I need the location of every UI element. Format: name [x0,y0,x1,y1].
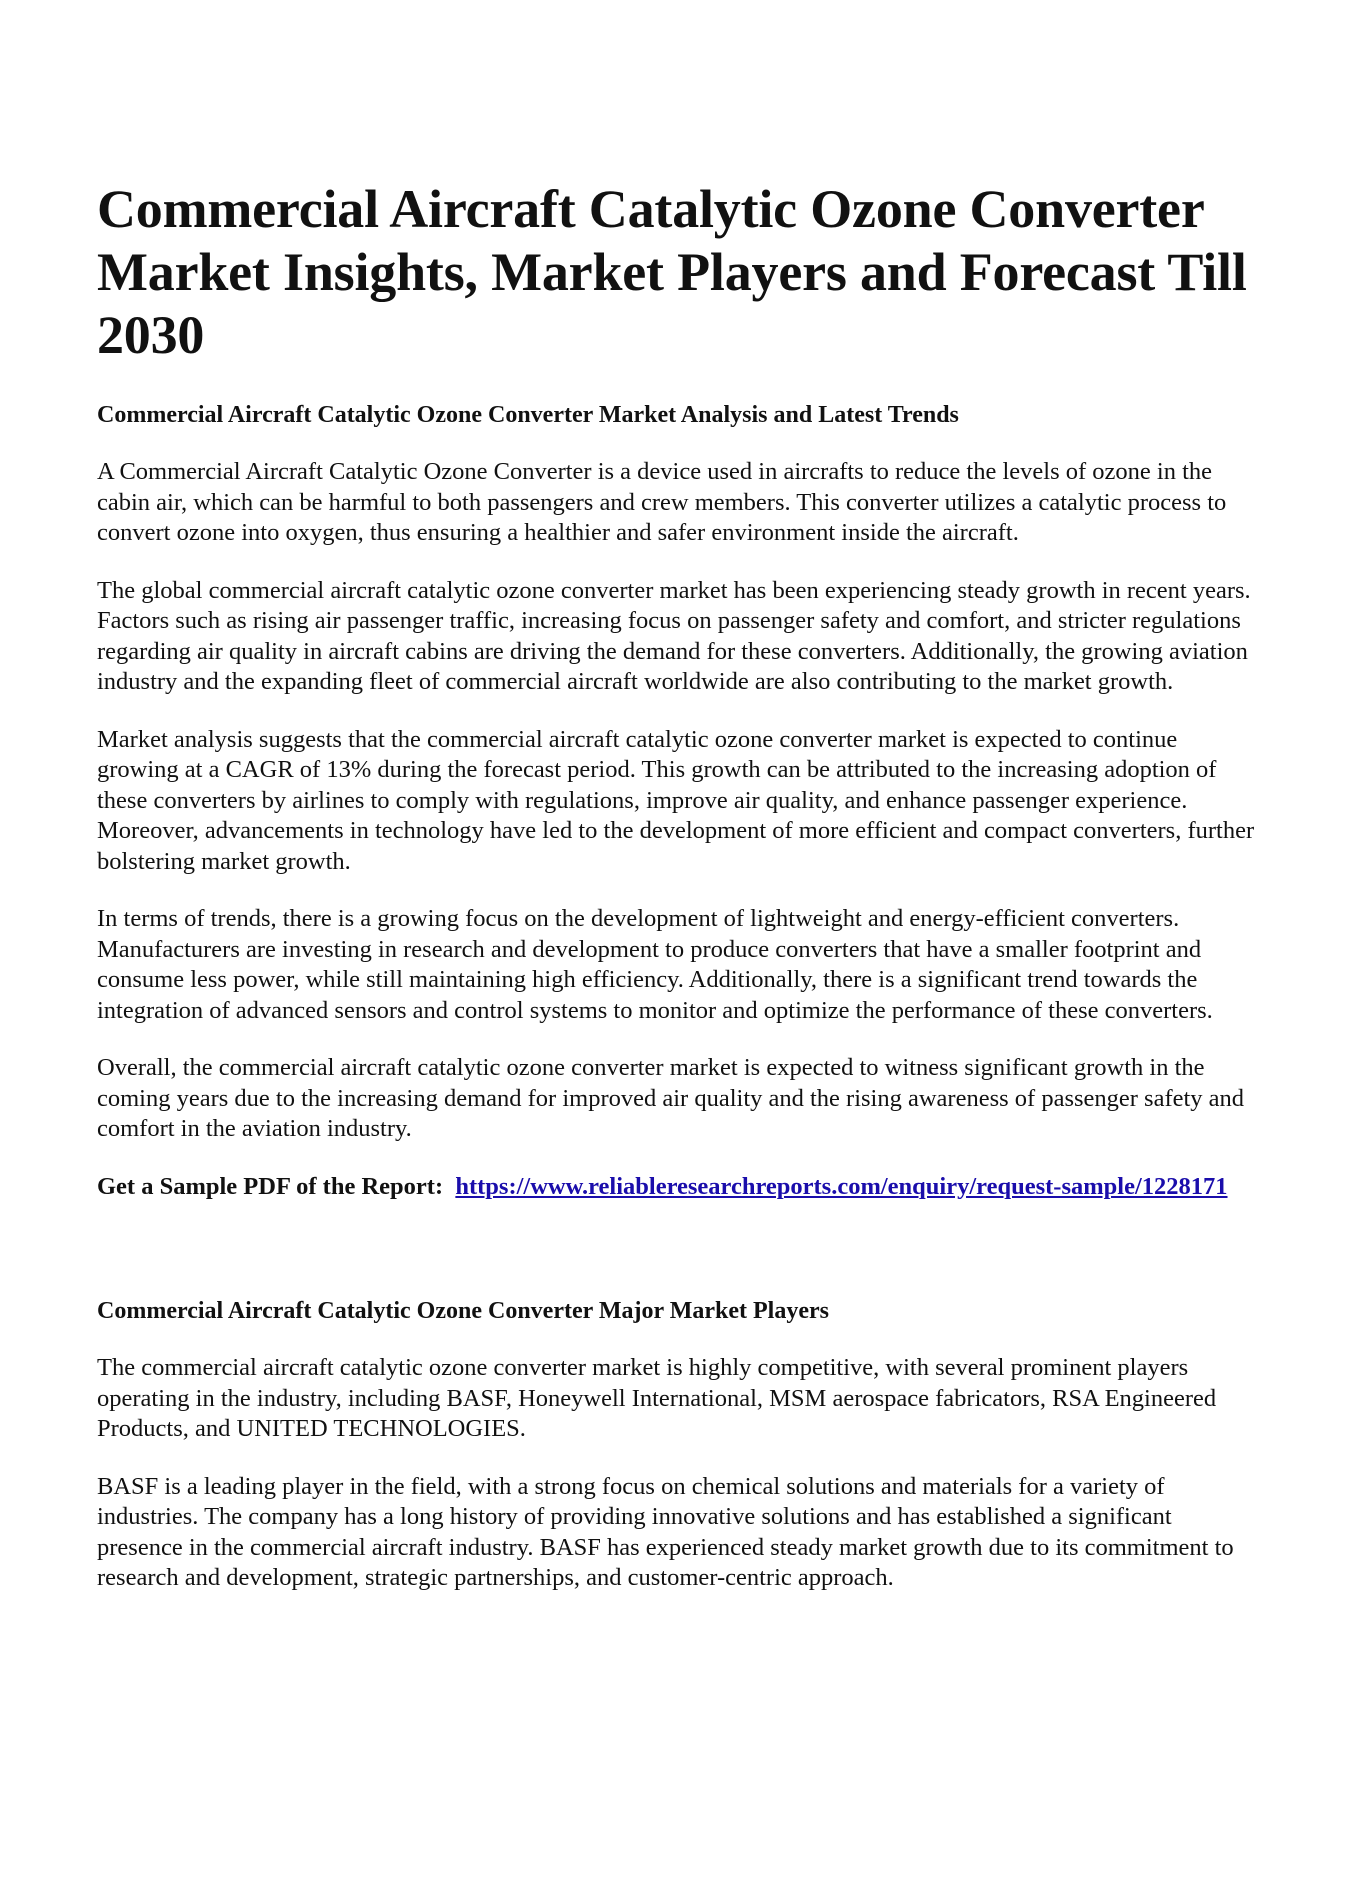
sample-pdf-line [97,1172,1262,1203]
section-heading-players: Commercial Aircraft Catalytic Ozone Converter Major Market Players [97,1298,829,1324]
paragraph: In terms of trends, there is a growing focus on the development of lightweight and energy-efficient converters. Manufacturers are investing in research and development to produce converters that have a smaller footprint and consume less power, while still maintaining high efficiency. Additionally, there is a significant trend towards the integration of advanced sensors and control systems to monitor and optimize the performance of these converters. [97,905,1213,1024]
paragraph: Market analysis suggests that the commercial aircraft catalytic ozone converter market is expected to continue growing at a CAGR of 13% during the forecast period. This growth can be attributed to the increasing adoption of these converters by airlines to comply with regulations, improve air quality, and enhance passenger experience. Moreover, advancements in technology have led to the development of more efficient and compact converters, further bolstering market growth. [97,725,1255,875]
section-heading-analysis: Commercial Aircraft Catalytic Ozone Converter Market Analysis and Latest Trends [97,402,959,428]
paragraph: The global commercial aircraft catalytic ozone converter market has been experiencing steady growth in recent years. Factors such as rising air passenger traffic, increasing focus on passenger safety and comfort, and stricter regulations regarding air quality in aircraft cabins are driving the demand for these converters. Additionally, the growing aviation industry and the expanding fleet of commercial aircraft worldwide are also contributing to the market growth. [97,576,1251,695]
paragraph: Overall, the commercial aircraft catalytic ozone converter market is expected to witness significant growth in the coming years due to the increasing demand for improved air quality and the rising awareness of passenger safety and comfort in the aviation industry. [97,1054,1245,1142]
document-page [97,178,1262,1594]
document-title: Commercial Aircraft Catalytic Ozone Converter Market Insights, Market Players and Forecast Till 2030 [97,179,1247,365]
paragraph: A Commercial Aircraft Catalytic Ozone Converter is a device used in aircrafts to reduce the levels of ozone in the cabin air, which can be harmful to both passengers and crew members. This converter utilizes a catalytic process to convert ozone into oxygen, thus ensuring a healthier and safer environment inside the aircraft. [97,458,1227,546]
paragraph: BASF is a leading player in the field, with a strong focus on chemical solutions and materials for a variety of industries. The company has a long history of providing innovative solutions and has established a significant presence in the commercial aircraft industry. BASF has experienced steady market growth due to its commitment to research and development, strategic partnerships, and customer-centric approach. [97,1472,1234,1591]
sample-pdf-label: Get a Sample PDF of the Report: [97,1172,444,1200]
sample-pdf-link[interactable]: https://www.reliableresearchreports.com/enquiry/request-sample/1228171 [455,1172,1228,1200]
paragraph: The commercial aircraft catalytic ozone converter market is highly competitive, with several prominent players operating in the industry, including BASF, Honeywell International, MSM aerospace fabricators, RSA Engineered Products, and UNITED TECHNOLOGIES. [97,1354,1217,1442]
